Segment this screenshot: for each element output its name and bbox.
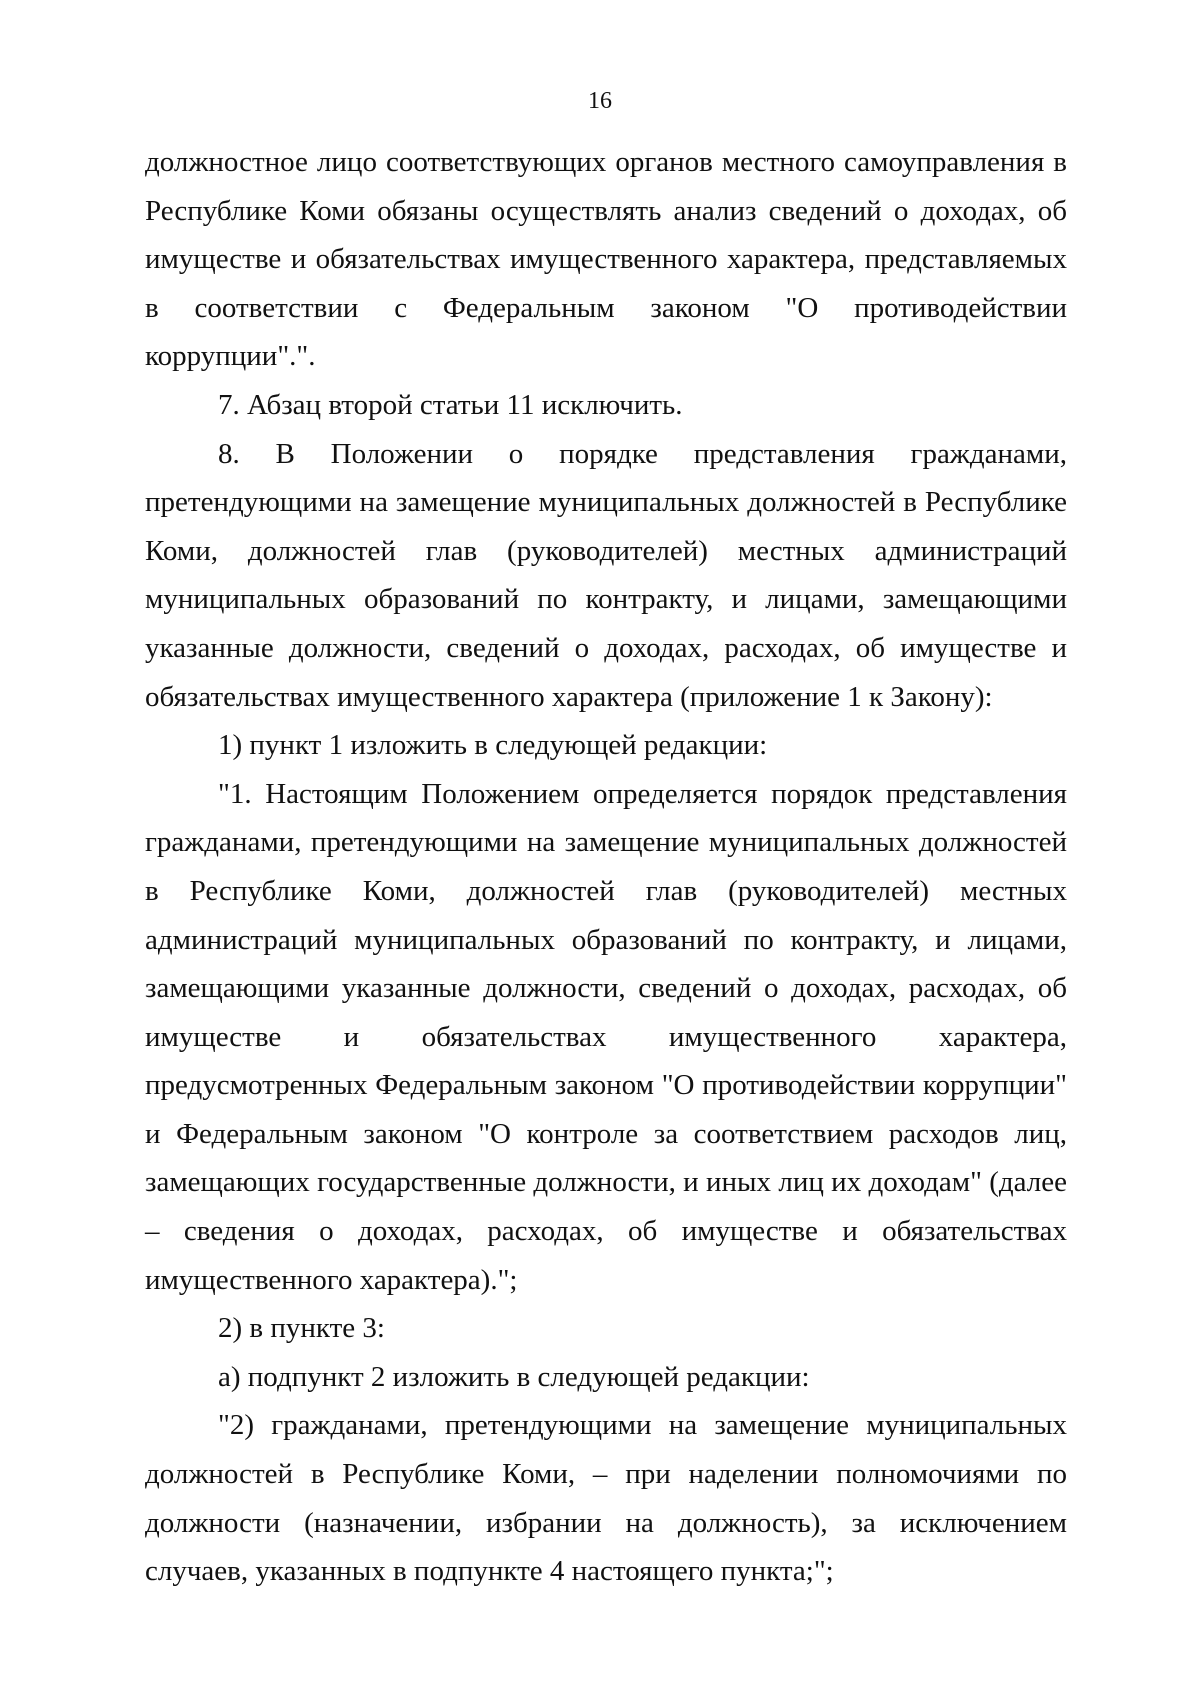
document-body xyxy=(145,138,1067,1596)
page-number: 16 xyxy=(588,88,612,114)
paragraph-item-8: 8. В Положении о порядке представления гражданами, претендующими на замещение муниципальных должностей в Республике Коми, должностей глав (руководителей) местных администраций муниципальных образований по контракту, и лицами, замещающими указанные должности, сведений о доходах, расходах, об имуществе и обязательствах имущественного характера (приложение 1 к Закону): xyxy=(145,437,1067,713)
paragraph-quoted-point-1: "1. Настоящим Положением определяется порядок представления гражданами, претендующими на замещение муниципальных должностей в Республике Коми, должностей глав (руководителей) местных администраций муниципальных образований по контракту, и лицами, замещающими указанные должности, сведений о доходах, расходах, об имуществе и обязательствах имущественного характера, предусмотренных Федеральным законом "О противодействии коррупции" и Федеральным законом "О контроле за соответствием расходов лиц, замещающих государственные должности, и иных лиц их доходам" (далее – сведения о доходах, расходах, об имуществе и обязательствах имущественного характера)."; xyxy=(145,777,1067,1296)
paragraph-quoted-subpoint-2: "2) гражданами, претендующими на замещение муниципальных должностей в Республике Коми, – при наделении полномочиями по должности (назначении, избрании на должность), за исключением случаев, указанных в подпункте 4 настоящего пункта;"; xyxy=(145,1409,1067,1588)
paragraph-subitem-a: а) подпункт 2 изложить в следующей редакции: xyxy=(218,1360,810,1393)
paragraph-subitem-2: 2) в пункте 3: xyxy=(218,1312,385,1345)
paragraph-item-7: 7. Абзац второй статьи 11 исключить. xyxy=(218,388,683,421)
paragraph-subitem-1: 1) пункт 1 изложить в следующей редакции: xyxy=(218,729,768,762)
paragraph-continuation: должностное лицо соответствующих органов местного самоуправления в Республике Коми обязаны осуществлять анализ сведений о доходах, об имуществе и обязательствах имущественного характера, представляемых в соответствии с Федеральным законом "О противодействии коррупции".". xyxy=(145,146,1067,373)
